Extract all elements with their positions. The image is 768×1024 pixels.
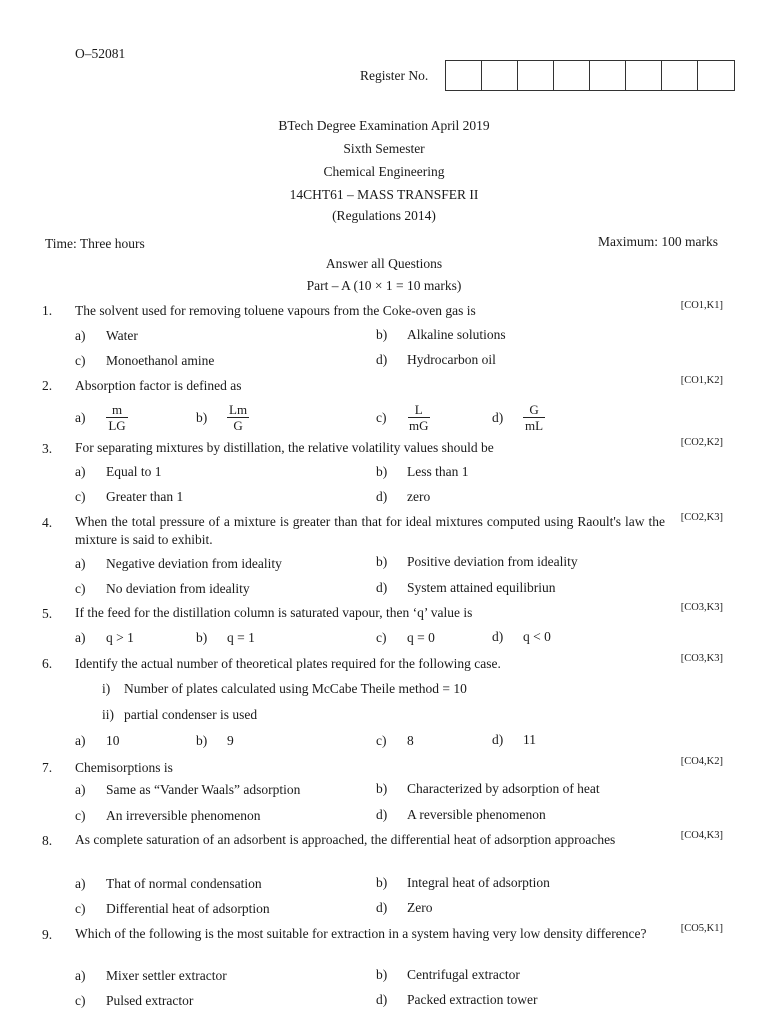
question-text: As complete saturation of an adsorbent is approached, the differential heat of adsorption approaches — [75, 832, 616, 847]
option-text: Hydrocarbon oil — [407, 352, 496, 367]
option-text: zero — [407, 489, 431, 504]
co-tag: [CO2,K3] — [680, 512, 723, 523]
option — [196, 630, 255, 646]
option-text: No deviation from ideality — [106, 581, 250, 596]
option — [376, 900, 432, 916]
option-letter: c) — [75, 489, 86, 504]
question-text: Identify the actual number of theoretical plates required for the following case. — [75, 656, 501, 671]
regulations: (Regulations 2014) — [332, 208, 436, 223]
option-letter: a) — [75, 876, 86, 891]
option-letter: a) — [75, 630, 86, 645]
co-tag: [CO3,K3] — [680, 653, 723, 664]
option-letter: d) — [376, 580, 388, 595]
question-number: 2. — [42, 378, 53, 393]
option — [75, 328, 138, 344]
option — [376, 464, 469, 480]
option-text: A reversible phenomenon — [407, 807, 546, 822]
option-letter: c) — [376, 733, 387, 748]
option-letter: b) — [196, 630, 208, 645]
option-letter: c) — [75, 901, 86, 916]
fraction — [106, 402, 128, 433]
register-box — [482, 61, 518, 90]
question-text: Chemisorptions is — [75, 760, 173, 775]
co-tag: [CO1,K1] — [680, 300, 723, 311]
option — [75, 876, 262, 892]
option-letter: c) — [376, 630, 387, 645]
co-tag: [CO2,K2] — [680, 437, 723, 448]
option-letter: d) — [376, 900, 388, 915]
fraction-numerator: Lm — [229, 402, 248, 417]
option-text: q < 0 — [523, 629, 551, 644]
option-text: Less than 1 — [407, 464, 469, 479]
question-text: Which of the following is the most suitable for extraction in a system having very low density difference? — [75, 926, 647, 941]
question-number: 7. — [42, 760, 53, 775]
option — [376, 630, 435, 646]
option — [376, 402, 431, 433]
option — [75, 556, 282, 572]
question-number: 1. — [42, 303, 53, 318]
option — [75, 489, 183, 505]
option — [75, 581, 250, 597]
option-letter: c) — [75, 993, 86, 1008]
question-text: For separating mixtures by distillation, the relative volatility values should be — [75, 440, 494, 455]
option-text: Integral heat of adsorption — [407, 875, 550, 890]
register-box — [554, 61, 590, 90]
option-text: Pulsed extractor — [106, 993, 194, 1008]
option — [75, 782, 300, 798]
option-text: Centrifugal extractor — [407, 967, 520, 982]
option-letter: b) — [196, 409, 208, 425]
option — [492, 402, 545, 433]
question-text: If the feed for the distillation column is saturated vapour, then ‘q’ value is — [75, 605, 473, 620]
sub-item — [102, 681, 467, 697]
option — [75, 402, 128, 433]
question-number: 9. — [42, 927, 53, 942]
option-text: Equal to 1 — [106, 464, 162, 479]
option — [492, 732, 536, 748]
question-text: When the total pressure of a mixture is greater than that for ideal mixtures computed using Raoult's law the mixture is said to exhibit. — [75, 514, 665, 547]
option-text: Same as “Vander Waals” adsorption — [106, 782, 301, 797]
fraction — [407, 402, 431, 433]
option — [75, 464, 162, 480]
co-tag: [CO1,K2] — [680, 375, 723, 386]
option-text: System attained equilibriun — [407, 580, 556, 595]
option-text: q = 0 — [407, 630, 435, 645]
option — [492, 629, 551, 645]
part-heading: Part – A (10 × 1 = 10 marks) — [306, 278, 462, 293]
option-letter: d) — [376, 992, 388, 1007]
option-text: Positive deviation from ideality — [407, 554, 578, 569]
option-letter: b) — [376, 464, 388, 479]
exam-title: BTech Degree Examination April 2019 — [278, 118, 490, 133]
option — [376, 327, 506, 343]
option-text: 9 — [227, 733, 234, 748]
option-text: Packed extraction tower — [407, 992, 538, 1007]
option-text: Characterized by adsorption of heat — [407, 781, 600, 796]
option-text: Zero — [407, 900, 433, 915]
option-letter: b) — [376, 967, 388, 982]
fraction — [227, 402, 249, 433]
option — [376, 554, 578, 570]
option-text: That of normal condensation — [106, 876, 262, 891]
option-letter: d) — [492, 732, 504, 747]
maximum-marks: Maximum: 100 marks — [598, 234, 718, 249]
sub-item-numeral: i) — [102, 681, 111, 696]
option — [75, 733, 120, 749]
option — [75, 968, 227, 984]
option — [376, 967, 520, 983]
fraction — [523, 402, 545, 433]
option-text: Water — [106, 328, 138, 343]
option-letter: c) — [75, 581, 86, 596]
register-box — [698, 61, 734, 90]
option — [196, 733, 234, 749]
option-letter: d) — [492, 409, 504, 425]
option-letter: d) — [492, 629, 504, 644]
option-text: Mixer settler extractor — [106, 968, 227, 983]
fraction-denominator: LG — [108, 418, 126, 433]
option-text: Greater than 1 — [106, 489, 184, 504]
option-text: q = 1 — [227, 630, 255, 645]
course-title: 14CHT61 – MASS TRANSFER II — [289, 187, 479, 202]
option — [376, 580, 555, 596]
register-box — [518, 61, 554, 90]
branch: Chemical Engineering — [323, 164, 445, 179]
fraction-numerator: G — [523, 402, 545, 418]
register-box — [662, 61, 698, 90]
option-letter: d) — [376, 352, 388, 367]
option — [75, 901, 270, 917]
co-tag: [CO4,K3] — [680, 830, 723, 841]
co-tag: [CO4,K2] — [680, 756, 723, 767]
question-number: 3. — [42, 441, 53, 456]
question-number: 8. — [42, 833, 53, 848]
option-letter: a) — [75, 556, 86, 571]
option-text: 10 — [106, 733, 120, 748]
question-text: The solvent used for removing toluene vapours from the Coke-oven gas is — [75, 303, 476, 318]
option-text: 8 — [407, 733, 414, 748]
paper-code: O–52081 — [75, 46, 126, 61]
option-text: Negative deviation from ideality — [106, 556, 282, 571]
option — [75, 993, 193, 1009]
register-number-boxes — [445, 60, 735, 91]
option-letter: c) — [75, 808, 86, 823]
option — [376, 875, 550, 891]
option-letter: a) — [75, 328, 86, 343]
question-number: 6. — [42, 656, 53, 671]
option-letter: a) — [75, 968, 86, 983]
option — [376, 992, 537, 1008]
option-letter: b) — [376, 327, 388, 342]
fraction-numerator: L — [408, 402, 430, 418]
option — [75, 808, 260, 824]
time-allowed: Time: Three hours — [45, 236, 145, 251]
option-letter: c) — [75, 353, 86, 368]
option-letter: a) — [75, 409, 86, 425]
option-text: Differential heat of adsorption — [106, 901, 270, 916]
instruction: Answer all Questions — [325, 256, 443, 271]
semester: Sixth Semester — [343, 141, 425, 156]
register-box — [446, 61, 482, 90]
option — [376, 781, 600, 797]
register-box — [590, 61, 626, 90]
option — [376, 807, 546, 823]
option — [376, 733, 414, 749]
sub-item-numeral: ii) — [102, 707, 114, 722]
question-number: 4. — [42, 515, 53, 530]
option — [376, 352, 496, 368]
option-letter: a) — [75, 733, 86, 748]
option-text: 11 — [523, 732, 536, 747]
option-letter: b) — [196, 733, 208, 748]
question-number: 5. — [42, 606, 53, 621]
option-letter: b) — [376, 554, 388, 569]
option — [376, 489, 430, 505]
sub-item-text: partial condenser is used — [124, 707, 258, 722]
option-text: Alkaline solutions — [407, 327, 506, 342]
register-label: Register No. — [360, 68, 429, 83]
option-letter: d) — [376, 489, 388, 504]
option — [75, 630, 134, 646]
fraction-denominator: mG — [409, 418, 429, 433]
fraction-denominator: G — [233, 418, 243, 433]
option-text: An irreversible phenomenon — [106, 808, 261, 823]
option-text: q > 1 — [106, 630, 134, 645]
co-tag: [CO5,K1] — [680, 923, 723, 934]
sub-item-text: Number of plates calculated using McCabe Theile method = 10 — [124, 681, 467, 696]
co-tag: [CO3,K3] — [680, 602, 723, 613]
option — [196, 402, 249, 433]
option-letter: a) — [75, 464, 86, 479]
question-text: Absorption factor is defined as — [75, 378, 242, 393]
option-letter: b) — [376, 875, 388, 890]
option-text: Monoethanol amine — [106, 353, 215, 368]
option-letter: b) — [376, 781, 388, 796]
option-letter: d) — [376, 807, 388, 822]
register-box — [626, 61, 662, 90]
option-letter: c) — [376, 409, 387, 425]
option-letter: a) — [75, 782, 86, 797]
fraction-numerator: m — [106, 402, 128, 418]
sub-item — [102, 707, 257, 723]
option — [75, 353, 214, 369]
fraction-denominator: mL — [525, 418, 544, 433]
